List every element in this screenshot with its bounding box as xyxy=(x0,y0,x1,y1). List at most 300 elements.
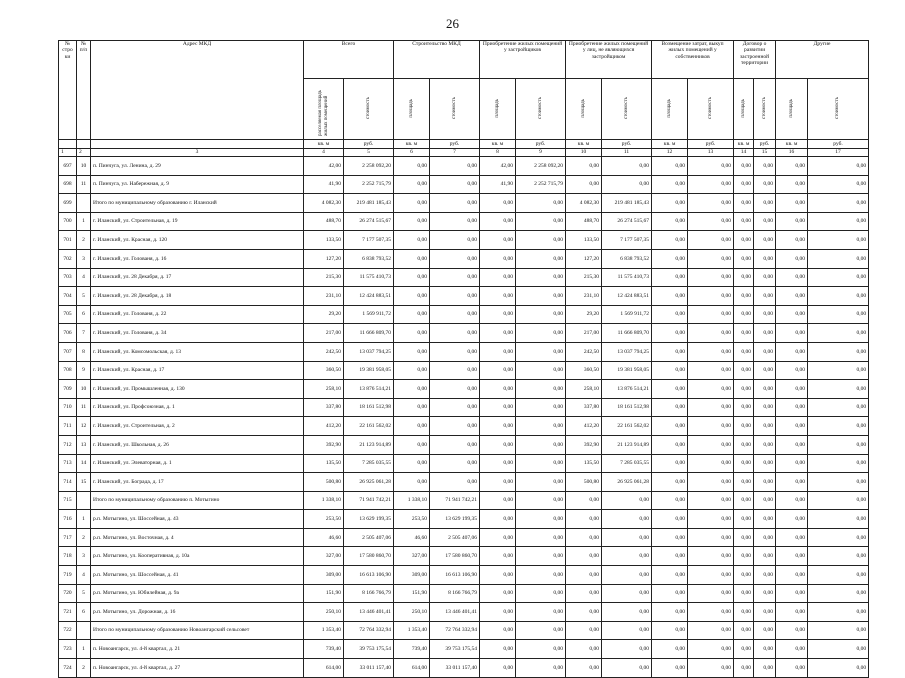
value-cell: 0,00 xyxy=(754,603,776,622)
value-cell: 0,00 xyxy=(754,194,776,213)
value-cell: 2 505 407,06 xyxy=(344,528,394,547)
value-cell: 0,00 xyxy=(394,157,430,176)
address-cell: г. Иланский, ул. Профсоюзная, д. 1 xyxy=(91,398,304,417)
value-cell: 0,00 xyxy=(688,640,734,659)
header-other: Другие xyxy=(776,41,869,79)
table-row xyxy=(59,380,869,399)
address-cell: г. Иланский, ул. Строительная, д. 2 xyxy=(91,417,304,436)
value-cell: 0,00 xyxy=(430,435,480,454)
row-number-cell: 715 xyxy=(59,491,77,510)
column-number: 1 xyxy=(59,149,77,157)
value-cell: 0,00 xyxy=(480,194,516,213)
address-cell: р.п. Мотыгино, ул. Шоссейная, д. 43 xyxy=(91,510,304,529)
value-cell: 0,00 xyxy=(734,268,754,287)
value-cell: 0,00 xyxy=(480,491,516,510)
value-cell: 0,00 xyxy=(688,175,734,194)
seq-number-cell: 13 xyxy=(77,435,91,454)
value-cell: 0,00 xyxy=(480,603,516,622)
value-cell: 0,00 xyxy=(808,380,869,399)
seq-number-cell: 6 xyxy=(77,603,91,622)
column-number: 14 xyxy=(734,149,754,157)
value-cell: 0,00 xyxy=(688,380,734,399)
seq-number-cell: 9 xyxy=(77,361,91,380)
value-cell: 0,00 xyxy=(754,398,776,417)
value-cell: 17 580 860,70 xyxy=(430,547,480,566)
seq-number-cell xyxy=(77,194,91,213)
value-cell: 250,10 xyxy=(394,603,430,622)
value-cell: 0,00 xyxy=(480,566,516,585)
seq-number-cell: 11 xyxy=(77,175,91,194)
value-cell: 0,00 xyxy=(754,584,776,603)
row-number-cell: 699 xyxy=(59,194,77,213)
value-cell: 0,00 xyxy=(808,398,869,417)
value-cell: 0,00 xyxy=(566,547,602,566)
value-cell: 0,00 xyxy=(430,324,480,343)
resettlement-table xyxy=(58,40,869,678)
row-number-cell: 698 xyxy=(59,175,77,194)
value-cell: 0,00 xyxy=(394,175,430,194)
value-cell: 13 876 514,21 xyxy=(344,380,394,399)
value-cell: 309,00 xyxy=(394,566,430,585)
value-cell: 488,70 xyxy=(304,212,344,231)
value-cell: 0,00 xyxy=(734,361,754,380)
address-cell: п. Пинчуга, ул. Набережная, д. 9 xyxy=(91,175,304,194)
value-cell: 151,90 xyxy=(304,584,344,603)
value-cell: 0,00 xyxy=(688,417,734,436)
value-cell: 0,00 xyxy=(516,510,566,529)
value-cell: 18 161 512,98 xyxy=(344,398,394,417)
value-cell: 127,20 xyxy=(566,249,602,268)
value-cell: 412,20 xyxy=(304,417,344,436)
value-cell: 0,00 xyxy=(394,342,430,361)
value-cell: 26 925 061,28 xyxy=(602,473,652,492)
table-body xyxy=(59,157,869,678)
seq-number-cell: 1 xyxy=(77,510,91,529)
value-cell: 0,00 xyxy=(480,324,516,343)
value-cell: 21 123 914,89 xyxy=(602,435,652,454)
value-cell: 17 580 860,70 xyxy=(344,547,394,566)
value-cell: 0,00 xyxy=(394,231,430,250)
seq-number-cell: 10 xyxy=(77,157,91,176)
value-cell: 0,00 xyxy=(394,417,430,436)
value-cell: 19 381 958,05 xyxy=(602,361,652,380)
value-cell: 0,00 xyxy=(754,361,776,380)
header-compensation: Возмещение затрат, выкуп жилых помещений у собственников xyxy=(652,41,734,79)
value-cell: 0,00 xyxy=(776,287,808,306)
address-cell: р.п. Мотыгино, ул. Дорожная, д. 16 xyxy=(91,603,304,622)
value-cell: 0,00 xyxy=(808,249,869,268)
value-cell: 0,00 xyxy=(652,473,688,492)
table-row xyxy=(59,175,869,194)
value-cell: 0,00 xyxy=(652,231,688,250)
value-cell: 151,90 xyxy=(394,584,430,603)
column-numbers-row xyxy=(59,149,869,157)
address-cell: Итого по муниципальному образованию г. Иланский xyxy=(91,194,304,213)
value-cell: 0,00 xyxy=(734,435,754,454)
value-cell: 0,00 xyxy=(394,287,430,306)
value-cell: 0,00 xyxy=(688,510,734,529)
seq-number-cell: 12 xyxy=(77,417,91,436)
column-number: 5 xyxy=(344,149,394,157)
value-cell: 0,00 xyxy=(516,231,566,250)
value-cell: 0,00 xyxy=(754,212,776,231)
subheader-cost: стоимость xyxy=(430,79,480,140)
value-cell: 0,00 xyxy=(734,454,754,473)
value-cell: 0,00 xyxy=(652,212,688,231)
value-cell: 0,00 xyxy=(734,380,754,399)
value-cell: 0,00 xyxy=(394,249,430,268)
value-cell: 253,50 xyxy=(394,510,430,529)
value-cell: 500,80 xyxy=(566,473,602,492)
value-cell: 0,00 xyxy=(688,231,734,250)
value-cell: 72 764 332,94 xyxy=(344,621,394,640)
value-cell: 13 037 794,25 xyxy=(344,342,394,361)
row-number-cell: 705 xyxy=(59,305,77,324)
value-cell: 0,00 xyxy=(754,547,776,566)
row-number-cell: 710 xyxy=(59,398,77,417)
value-cell: 0,00 xyxy=(754,621,776,640)
value-cell: 0,00 xyxy=(394,194,430,213)
value-cell: 0,00 xyxy=(808,175,869,194)
unit-cell: руб. xyxy=(344,140,394,149)
value-cell: 13 876 514,21 xyxy=(602,380,652,399)
value-cell: 0,00 xyxy=(394,473,430,492)
value-cell: 7 285 035,55 xyxy=(344,454,394,473)
value-cell: 0,00 xyxy=(566,175,602,194)
value-cell: 0,00 xyxy=(566,659,602,678)
value-cell: 0,00 xyxy=(394,324,430,343)
value-cell: 0,00 xyxy=(808,324,869,343)
value-cell: 0,00 xyxy=(776,640,808,659)
value-cell: 0,00 xyxy=(734,324,754,343)
value-cell: 16 613 106,90 xyxy=(344,566,394,585)
value-cell: 0,00 xyxy=(734,249,754,268)
row-number-cell: 722 xyxy=(59,621,77,640)
value-cell: 0,00 xyxy=(652,398,688,417)
units-row xyxy=(59,140,869,149)
value-cell: 0,00 xyxy=(808,566,869,585)
table-row xyxy=(59,659,869,678)
table-row xyxy=(59,212,869,231)
unit-cell: кв. м xyxy=(776,140,808,149)
value-cell: 0,00 xyxy=(430,287,480,306)
seq-number-cell xyxy=(77,491,91,510)
value-cell: 0,00 xyxy=(754,640,776,659)
value-cell: 0,00 xyxy=(516,584,566,603)
value-cell: 500,80 xyxy=(304,473,344,492)
unit-cell: руб. xyxy=(516,140,566,149)
value-cell: 0,00 xyxy=(808,231,869,250)
value-cell: 0,00 xyxy=(734,175,754,194)
value-cell: 0,00 xyxy=(776,398,808,417)
value-cell: 217,00 xyxy=(304,324,344,343)
value-cell: 0,00 xyxy=(754,249,776,268)
value-cell: 0,00 xyxy=(776,157,808,176)
subheader-cost: стоимость xyxy=(602,79,652,140)
row-number-cell: 721 xyxy=(59,603,77,622)
value-cell: 0,00 xyxy=(754,659,776,678)
value-cell: 0,00 xyxy=(480,547,516,566)
value-cell: 0,00 xyxy=(480,417,516,436)
row-number-cell: 711 xyxy=(59,417,77,436)
value-cell: 0,00 xyxy=(652,659,688,678)
value-cell: 127,20 xyxy=(304,249,344,268)
value-cell: 0,00 xyxy=(808,305,869,324)
address-cell: Итого по муниципальному образованию п. Мотыгино xyxy=(91,491,304,510)
value-cell: 614,00 xyxy=(304,659,344,678)
value-cell: 0,00 xyxy=(808,584,869,603)
value-cell: 0,00 xyxy=(516,566,566,585)
value-cell: 0,00 xyxy=(808,547,869,566)
value-cell: 19 381 958,05 xyxy=(344,361,394,380)
table-row xyxy=(59,231,869,250)
header-territory: Договор о развитии застроенной территории xyxy=(734,41,776,79)
value-cell: 0,00 xyxy=(480,584,516,603)
value-cell: 0,00 xyxy=(480,305,516,324)
value-cell: 0,00 xyxy=(808,157,869,176)
value-cell: 0,00 xyxy=(652,194,688,213)
address-cell: г. Иланский, ул. Промышленная, д. 130 xyxy=(91,380,304,399)
row-number-cell: 697 xyxy=(59,157,77,176)
value-cell: 0,00 xyxy=(602,175,652,194)
value-cell: 0,00 xyxy=(776,175,808,194)
column-number: 16 xyxy=(776,149,808,157)
value-cell: 0,00 xyxy=(776,380,808,399)
value-cell: 41,90 xyxy=(480,175,516,194)
value-cell: 0,00 xyxy=(652,603,688,622)
subheader-area: площадь xyxy=(776,79,808,140)
value-cell: 0,00 xyxy=(516,194,566,213)
address-cell: г. Иланский, ул. Голованя, д. 16 xyxy=(91,249,304,268)
table-row xyxy=(59,398,869,417)
seq-number-cell: 1 xyxy=(77,640,91,659)
value-cell: 0,00 xyxy=(688,212,734,231)
table-row xyxy=(59,324,869,343)
value-cell: 0,00 xyxy=(776,249,808,268)
address-cell: р.п. Мотыгино, ул. Восточная, д. 4 xyxy=(91,528,304,547)
table-row xyxy=(59,473,869,492)
unit-cell: руб. xyxy=(430,140,480,149)
value-cell: 0,00 xyxy=(688,157,734,176)
value-cell: 0,00 xyxy=(602,640,652,659)
value-cell: 231,10 xyxy=(566,287,602,306)
value-cell: 0,00 xyxy=(776,417,808,436)
seq-number-cell: 2 xyxy=(77,659,91,678)
value-cell: 1 569 911,72 xyxy=(344,305,394,324)
column-number: 10 xyxy=(566,149,602,157)
row-number-cell: 720 xyxy=(59,584,77,603)
value-cell: 0,00 xyxy=(734,547,754,566)
value-cell: 0,00 xyxy=(652,547,688,566)
value-cell: 0,00 xyxy=(652,305,688,324)
address-cell: г. Иланский, ул. Школьная, д. 26 xyxy=(91,435,304,454)
seq-number-cell: 5 xyxy=(77,584,91,603)
unit-cell: руб. xyxy=(754,140,776,149)
subheader-cost: стоимость xyxy=(516,79,566,140)
value-cell: 41,90 xyxy=(304,175,344,194)
row-number-cell: 707 xyxy=(59,342,77,361)
row-number-cell: 718 xyxy=(59,547,77,566)
value-cell: 739,40 xyxy=(394,640,430,659)
table-row xyxy=(59,454,869,473)
unit-cell: кв. м xyxy=(734,140,754,149)
value-cell: 0,00 xyxy=(480,212,516,231)
value-cell: 0,00 xyxy=(734,157,754,176)
subheader-cost: стоимость xyxy=(688,79,734,140)
value-cell: 0,00 xyxy=(688,584,734,603)
seq-number-cell: 4 xyxy=(77,268,91,287)
value-cell: 0,00 xyxy=(602,566,652,585)
value-cell: 0,00 xyxy=(734,621,754,640)
table-row xyxy=(59,249,869,268)
column-number: 6 xyxy=(394,149,430,157)
value-cell: 0,00 xyxy=(688,361,734,380)
value-cell: 0,00 xyxy=(808,473,869,492)
value-cell: 21 123 914,89 xyxy=(344,435,394,454)
value-cell: 0,00 xyxy=(734,212,754,231)
seq-number-cell: 3 xyxy=(77,249,91,268)
row-number-cell: 702 xyxy=(59,249,77,268)
value-cell: 0,00 xyxy=(430,454,480,473)
value-cell: 0,00 xyxy=(566,566,602,585)
row-number-cell: 712 xyxy=(59,435,77,454)
subheader-area-resettled: расселяемая площадь жилых помещений xyxy=(304,79,344,140)
table-row xyxy=(59,547,869,566)
value-cell: 7 285 035,55 xyxy=(602,454,652,473)
value-cell: 0,00 xyxy=(754,305,776,324)
value-cell: 0,00 xyxy=(688,659,734,678)
value-cell: 6 838 793,52 xyxy=(344,249,394,268)
value-cell: 0,00 xyxy=(734,603,754,622)
seq-number-cell: 11 xyxy=(77,398,91,417)
subheader-area: площадь xyxy=(734,79,754,140)
value-cell: 0,00 xyxy=(734,510,754,529)
value-cell: 0,00 xyxy=(808,417,869,436)
value-cell: 0,00 xyxy=(688,566,734,585)
unit-cell: руб. xyxy=(808,140,869,149)
value-cell: 0,00 xyxy=(808,640,869,659)
value-cell: 4 082,30 xyxy=(304,194,344,213)
row-number-cell: 719 xyxy=(59,566,77,585)
value-cell: 1 338,10 xyxy=(394,491,430,510)
value-cell: 0,00 xyxy=(430,175,480,194)
table-row xyxy=(59,603,869,622)
value-cell: 0,00 xyxy=(754,287,776,306)
value-cell: 29,20 xyxy=(304,305,344,324)
value-cell: 0,00 xyxy=(808,361,869,380)
value-cell: 0,00 xyxy=(652,342,688,361)
value-cell: 0,00 xyxy=(394,268,430,287)
value-cell: 0,00 xyxy=(734,584,754,603)
header-address: Адрес МКД xyxy=(91,41,304,140)
value-cell: 0,00 xyxy=(516,398,566,417)
header-acq-developers: Приобретение жилых помещений у застройщиков xyxy=(480,41,566,79)
subheader-cost: стоимость xyxy=(344,79,394,140)
value-cell: 39 753 175,54 xyxy=(430,640,480,659)
value-cell: 0,00 xyxy=(516,473,566,492)
value-cell: 0,00 xyxy=(480,268,516,287)
value-cell: 12 424 883,51 xyxy=(344,287,394,306)
value-cell: 29,20 xyxy=(566,305,602,324)
column-number: 9 xyxy=(516,149,566,157)
value-cell: 71 941 742,21 xyxy=(344,491,394,510)
value-cell: 26 925 061,28 xyxy=(344,473,394,492)
unit-cell: кв. м xyxy=(304,140,344,149)
subheader-area: площадь xyxy=(480,79,516,140)
value-cell: 0,00 xyxy=(516,268,566,287)
value-cell: 16 613 106,90 xyxy=(430,566,480,585)
value-cell: 0,00 xyxy=(652,491,688,510)
value-cell: 250,10 xyxy=(304,603,344,622)
value-cell: 0,00 xyxy=(734,659,754,678)
value-cell: 0,00 xyxy=(516,305,566,324)
value-cell: 0,00 xyxy=(776,473,808,492)
table-row xyxy=(59,640,869,659)
value-cell: 0,00 xyxy=(480,361,516,380)
unit-cell: руб. xyxy=(688,140,734,149)
value-cell: 0,00 xyxy=(808,435,869,454)
value-cell: 0,00 xyxy=(516,287,566,306)
value-cell: 0,00 xyxy=(652,380,688,399)
value-cell: 0,00 xyxy=(652,175,688,194)
value-cell: 360,50 xyxy=(304,361,344,380)
value-cell: 13 446 401,41 xyxy=(430,603,480,622)
value-cell: 0,00 xyxy=(566,584,602,603)
value-cell: 0,00 xyxy=(430,342,480,361)
value-cell: 0,00 xyxy=(776,454,808,473)
value-cell: 0,00 xyxy=(430,305,480,324)
seq-number-cell: 5 xyxy=(77,287,91,306)
value-cell: 0,00 xyxy=(734,640,754,659)
table-row xyxy=(59,584,869,603)
unit-cell: кв. м xyxy=(480,140,516,149)
value-cell: 0,00 xyxy=(516,361,566,380)
value-cell: 0,00 xyxy=(516,454,566,473)
value-cell: 0,00 xyxy=(516,380,566,399)
value-cell: 0,00 xyxy=(394,361,430,380)
value-cell: 0,00 xyxy=(734,473,754,492)
value-cell: 0,00 xyxy=(480,380,516,399)
value-cell: 0,00 xyxy=(688,398,734,417)
value-cell: 0,00 xyxy=(566,603,602,622)
value-cell: 0,00 xyxy=(516,640,566,659)
value-cell: 133,50 xyxy=(304,231,344,250)
address-cell: г. Иланский, ул. Голованя, д. 22 xyxy=(91,305,304,324)
value-cell: 0,00 xyxy=(776,194,808,213)
value-cell: 231,10 xyxy=(304,287,344,306)
value-cell: 0,00 xyxy=(776,268,808,287)
table-row xyxy=(59,435,869,454)
value-cell: 0,00 xyxy=(652,510,688,529)
value-cell: 7 177 507,35 xyxy=(344,231,394,250)
value-cell: 0,00 xyxy=(776,435,808,454)
value-cell: 0,00 xyxy=(480,249,516,268)
address-cell: г. Иланский, ул. Комсомольская, д. 13 xyxy=(91,342,304,361)
address-cell: г. Иланский, ул. Строительная, д. 19 xyxy=(91,212,304,231)
value-cell: 0,00 xyxy=(808,603,869,622)
unit-cell: кв. м xyxy=(566,140,602,149)
value-cell: 0,00 xyxy=(734,231,754,250)
value-cell: 46,60 xyxy=(304,528,344,547)
value-cell: 133,50 xyxy=(566,231,602,250)
row-number-cell: 703 xyxy=(59,268,77,287)
value-cell: 0,00 xyxy=(652,324,688,343)
value-cell: 0,00 xyxy=(430,361,480,380)
value-cell: 11 666 809,70 xyxy=(602,324,652,343)
value-cell: 0,00 xyxy=(480,510,516,529)
column-number: 17 xyxy=(808,149,869,157)
value-cell: 39 753 175,54 xyxy=(344,640,394,659)
